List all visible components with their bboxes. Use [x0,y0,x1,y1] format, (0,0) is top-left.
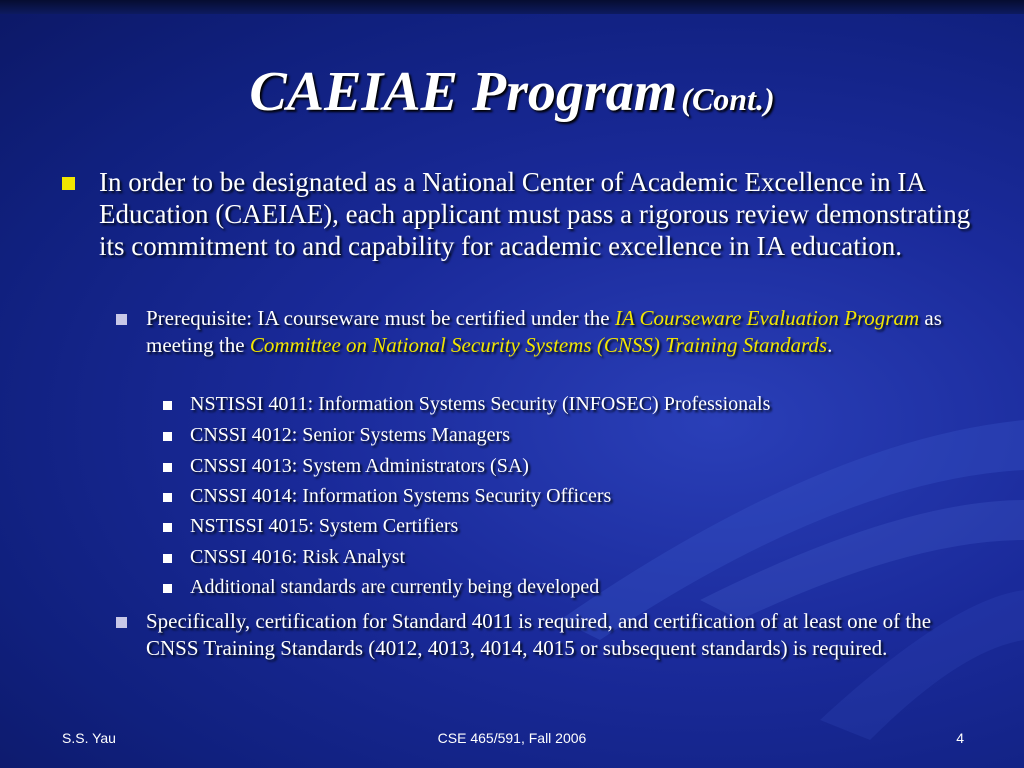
title-main: CAEIAE Program [249,61,678,123]
standard-item-text: CNSSI 4012: Senior Systems Managers [190,424,510,446]
standard-item [163,513,963,540]
bullet-square-icon [163,554,172,563]
standard-item [163,483,963,510]
bullet-prerequisite [116,305,946,359]
bullet-square-icon [116,314,127,325]
bullet-square-icon [163,584,172,593]
bullet-square-icon [163,432,172,441]
standard-item-text: NSTISSI 4015: System Certifiers [190,515,459,537]
prereq-part1: Prerequisite: IA courseware must be certified under the [146,306,615,330]
standard-item-text: CNSSI 4016: Risk Analyst [190,546,406,568]
prereq-part3: . [827,333,833,357]
bullet-square-icon [163,523,172,532]
footer-author: S.S. Yau [62,730,116,746]
bullet-designation [62,166,972,262]
bullet-specifically [116,608,946,662]
bullet-square-icon [163,401,172,410]
standard-item [163,544,963,571]
standard-item [163,422,963,449]
bullet-square-icon [62,177,75,190]
link-cnss-training-standards[interactable]: Committee on National Security Systems (CNSS) Training Standards [249,333,828,357]
bullet-designation-text: In order to be designated as a National Center of Academic Excellence in IA Education (CAEIAE), each applicant must pass a rigorous review demonstrating its commitment to and capability for academic excellence in IA education. [99,167,971,261]
standard-item-text: CNSSI 4013: System Administrators (SA) [190,455,529,477]
bullet-specifically-text: Specifically, certification for Standard 4011 is required, and certification of at least one of the CNSS Training Standards (4012, 4013, 4014, 4015 or subsequent standards) is required. [146,609,932,660]
top-band [0,0,1024,14]
slide-title [0,60,1024,124]
footer-page-number: 4 [956,730,964,746]
link-ia-courseware-program[interactable]: IA Courseware Evaluation Program [614,306,920,330]
standard-item-text: CNSSI 4014: Information Systems Security Officers [190,485,612,507]
standard-item [163,453,963,480]
title-sub: (Cont.) [681,81,775,117]
standard-item [163,574,963,601]
prereq-part2: as meeting the [146,306,942,357]
footer-course: CSE 465/591, Fall 2006 [437,730,587,746]
bullet-square-icon [163,493,172,502]
standard-item-text: Additional standards are currently being developed [190,576,600,598]
standard-item-text: NSTISSI 4011: Information Systems Security (INFOSEC) Professionals [190,393,771,415]
bullet-prerequisite-text [146,305,946,359]
standard-item [163,391,963,418]
bullet-square-icon [163,463,172,472]
bullet-square-icon [116,617,127,628]
